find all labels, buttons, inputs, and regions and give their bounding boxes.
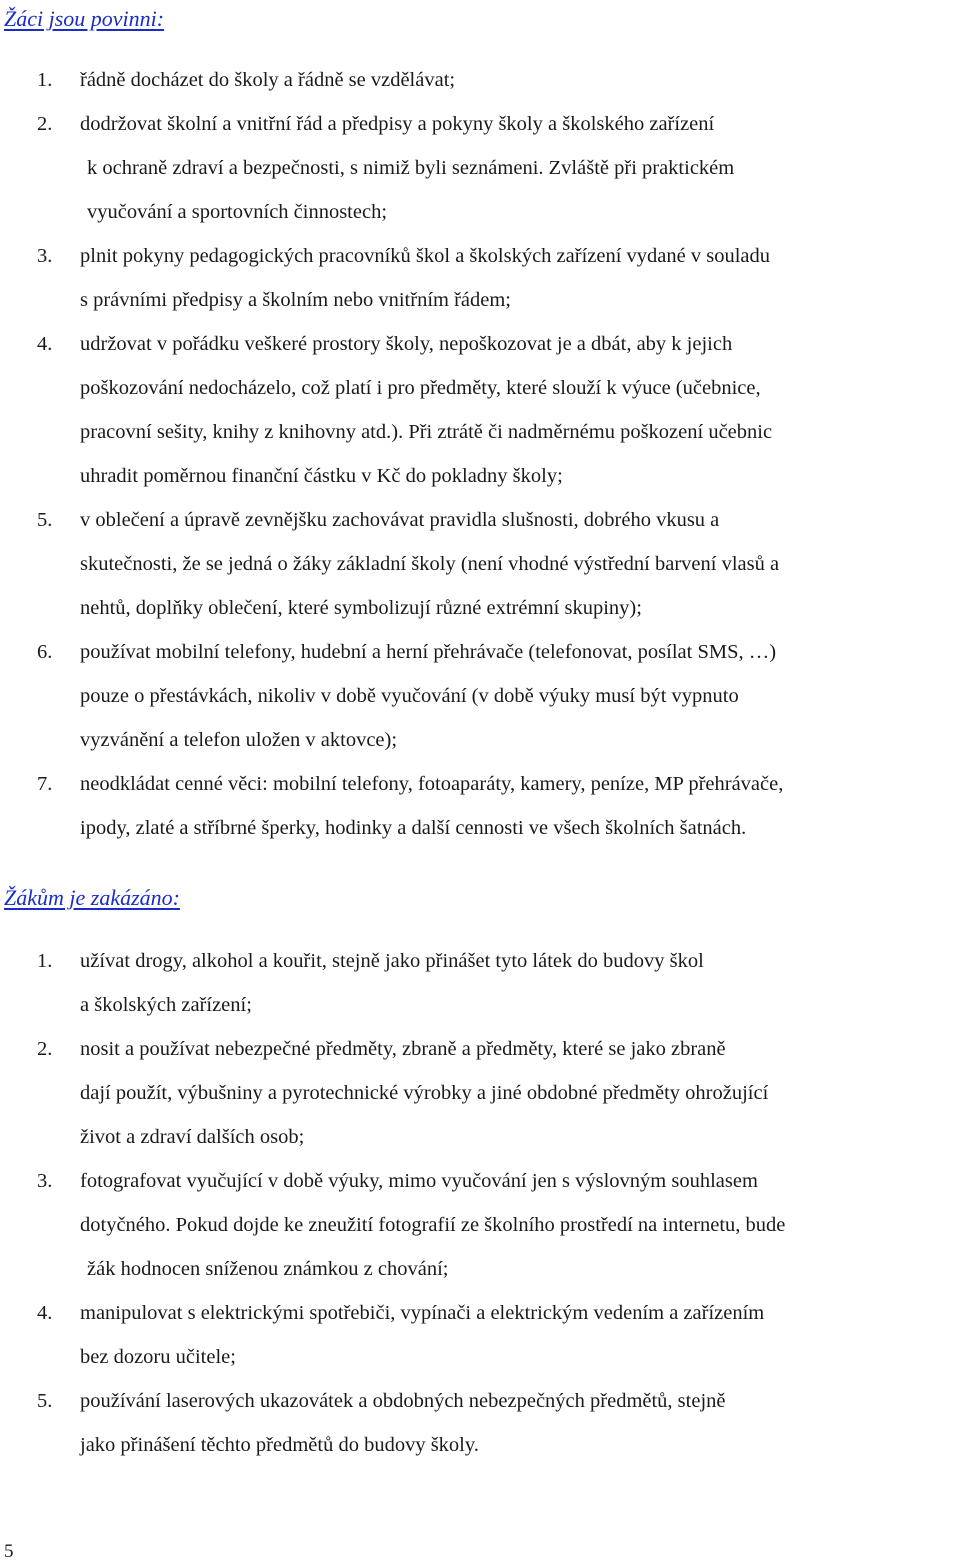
item-text-line: ipody, zlaté a stříbrné šperky, hodinky a další cennosti ve všech školních šatnách.: [80, 817, 747, 839]
item-text-line: užívat drogy, alkohol a kouřit, stejně jako přinášet tyto látek do budovy škol: [80, 950, 704, 972]
list-item: [0, 234, 960, 322]
list-item: [0, 322, 960, 498]
item-text-line: dotyčného. Pokud dojde ke zneužití fotografií ze školního prostředí na internetu, bude: [80, 1214, 786, 1236]
list-item: [0, 498, 960, 630]
item-text-line: pracovní sešity, knihy z knihovny atd.). Při ztrátě či nadměrnému poškození učebnic: [80, 421, 773, 443]
item-number: 5.: [37, 509, 53, 531]
list-item: [0, 939, 960, 1027]
item-text-line: udržovat v pořádku veškeré prostory školy, nepoškozovat je a dbát, aby k jejich: [80, 333, 733, 355]
item-text-line: uhradit poměrnou finanční částku v Kč do pokladny školy;: [80, 465, 563, 487]
item-text-line: používat mobilní telefony, hudební a herní přehrávače (telefonovat, posílat SMS, …): [80, 641, 777, 663]
item-text-line: a školských zařízení;: [80, 994, 252, 1016]
item-number: 3.: [37, 1170, 53, 1192]
item-text-line: nehtů, doplňky oblečení, které symbolizují různé extrémní skupiny);: [80, 597, 642, 619]
list-item: [0, 1159, 960, 1291]
item-text-line: bez dozoru učitele;: [80, 1346, 236, 1368]
list-item: [0, 58, 960, 102]
section-heading-duties: Žáci jsou povinni:: [4, 6, 165, 31]
item-text-line: žák hodnocen sníženou známkou z chování;: [87, 1258, 449, 1280]
item-text-line: plnit pokyny pedagogických pracovníků škol a školských zařízení vydané v souladu: [80, 245, 771, 267]
item-text-line: vyzvánění a telefon uložen v aktovce);: [80, 729, 398, 751]
item-number: 3.: [37, 245, 53, 267]
list-item: [0, 102, 960, 234]
item-text-line: neodkládat cenné věci: mobilní telefony, fotoaparáty, kamery, peníze, MP přehrávače,: [80, 773, 784, 795]
item-number: 2.: [37, 113, 53, 135]
item-number: 2.: [37, 1038, 53, 1060]
list-item: [0, 1027, 960, 1159]
item-number: 4.: [37, 333, 53, 355]
prohibitions-list: [0, 939, 960, 1467]
item-number: 5.: [37, 1390, 53, 1412]
list-item: [0, 762, 960, 850]
item-text-line: skutečnosti, že se jedná o žáky základní školy (není vhodné výstřední barvení vlasů a: [80, 553, 780, 575]
item-number: 7.: [37, 773, 53, 795]
item-text-line: k ochraně zdraví a bezpečnosti, s nimiž byli seznámeni. Zvláště při praktickém: [87, 157, 735, 179]
item-text-line: jako přinášení těchto předmětů do budovy školy.: [80, 1434, 479, 1456]
duties-list: [0, 58, 960, 850]
list-item: [0, 1379, 960, 1467]
item-text-line: život a zdraví dalších osob;: [80, 1126, 305, 1148]
item-text-line: pouze o přestávkách, nikoliv v době vyučování (v době výuky musí být vypnuto: [80, 685, 739, 707]
item-text-line: v oblečení a úpravě zevnějšku zachovávat pravidla slušnosti, dobrého vkusu a: [80, 509, 720, 531]
item-text-line: dodržovat školní a vnitřní řád a předpisy a pokyny školy a školského zařízení: [80, 113, 715, 135]
item-number: 4.: [37, 1302, 53, 1324]
item-text-line: nosit a používat nebezpečné předměty, zbraně a předměty, které se jako zbraně: [80, 1038, 726, 1060]
item-text-line: řádně docházet do školy a řádně se vzdělávat;: [80, 69, 456, 91]
item-number: 6.: [37, 641, 53, 663]
item-text-line: fotografovat vyučující v době výuky, mimo vyučování jen s výslovným souhlasem: [80, 1170, 758, 1192]
section-heading-prohibitions: Žákům je zakázáno:: [4, 885, 180, 910]
item-number: 1.: [37, 950, 53, 972]
item-text-line: dají použít, výbušniny a pyrotechnické výrobky a jiné obdobné předměty ohrožující: [80, 1082, 769, 1104]
item-text-line: používání laserových ukazovátek a obdobných nebezpečných předmětů, stejně: [80, 1390, 726, 1412]
item-text-line: poškozování nedocházelo, což platí i pro předměty, které slouží k výuce (učebnice,: [80, 377, 761, 399]
list-item: [0, 630, 960, 762]
item-number: 1.: [37, 69, 53, 91]
page-number: 5: [4, 1541, 14, 1562]
item-text-line: manipulovat s elektrickými spotřebiči, vypínači a elektrickým vedením a zařízením: [80, 1302, 765, 1324]
item-text-line: s právními předpisy a školním nebo vnitřním řádem;: [80, 289, 512, 311]
list-item: [0, 1291, 960, 1379]
item-text-line: vyučování a sportovních činnostech;: [87, 201, 388, 223]
